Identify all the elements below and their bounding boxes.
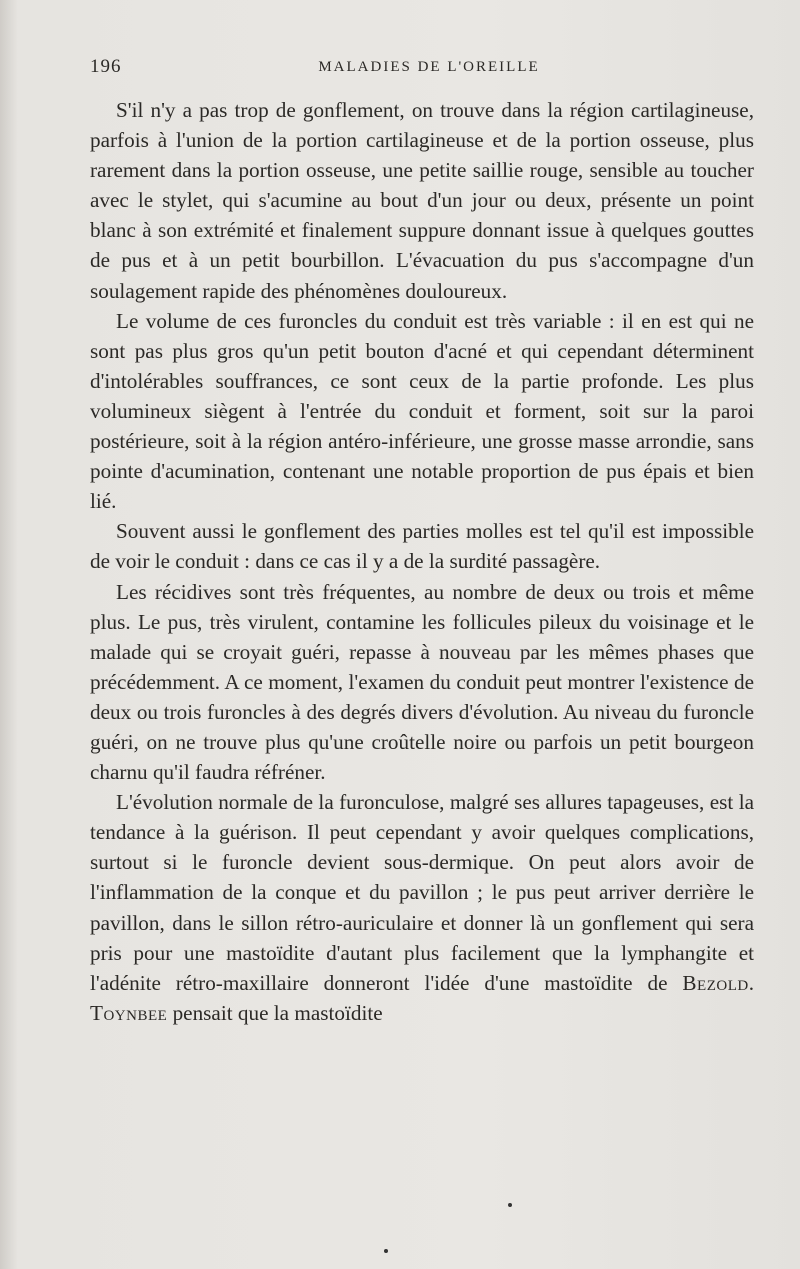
paragraph-3: Souvent aussi le gonflement des parties molles est tel qu'il est impossible de voir le conduit : dans ce cas il y a de la surdité passagère. [90,519,754,574]
author-name-toynbee: Toynbee [90,1000,168,1025]
paragraph-2: Le volume de ces furoncles du conduit est très variable : il en est qui ne sont pas plus gros qu'un petit bouton d'acné et qui cependant déterminent d'intolérables souffrances, ce sont ceux de la partie profonde. Les plus volumineux siègent à l'entrée du conduit et forment, soit sur la paroi postérieure, soit à la région antéro-inférieure, une grosse masse arrondie, sans pointe d'acumination, contenant une notable proportion de pus épais et bien lié. [90,308,754,514]
page-header [90,56,758,84]
ink-speck [384,1249,388,1253]
paragraph-1: S'il n'y a pas trop de gonflement, on trouve dans la région cartilagineuse, parfois à l'union de la portion cartilagineuse et de la portion osseuse, plus rarement dans la portion osseuse, une petite saillie rouge, sensible au toucher avec le stylet, qui s'acumine au bout d'un jour ou deux, présente un point blanc à son extrémité et finalement suppure donnant issue à quelques gouttes de pus et à un petit bourbillon. L'évacuation du pus s'accompagne d'un soulagement rapide des phénomènes douloureux. [90,98,754,303]
paragraph-5-text-b: . [748,970,754,995]
page-number: 196 [90,56,122,77]
ink-speck [508,1203,512,1207]
paragraph-4: Les récidives sont très fréquentes, au nombre de deux ou trois et même plus. Le pus, très virulent, contamine les follicules pileux du voisinage et le malade qui se croyait guéri, repasse à nouveau par les mêmes phases que précédemment. A ce moment, l'examen du conduit peut montrer l'existence de deux ou trois furoncles à des degrés divers d'évolution. Au niveau du furoncle guéri, on ne trouve plus qu'une croûtelle noire ou parfois un petit bourgeon charnu qu'il faudra réfréner. [90,579,754,785]
paragraph-5-text-a: L'évolution normale de la furonculose, malgré ses allures tapageuses, est la tendance à la guérison. Il peut cependant y avoir quelques complications, surtout si le furoncle devient sous-dermique. On peut alors avoir de l'inflammation de la conque et du pavillon ; le pus peut arriver derrière le pavillon, dans le sillon rétro-auriculaire et donner là un gonflement qui sera pris pour une mastoïdite d'autant plus facilement que la lymphangite et l'adénite rétro-maxillaire donneront l'idée d'une mastoïdite de [90,790,754,995]
body-text [90,95,754,1028]
paragraph-5-text-c: pensait que la mastoïdite [167,1000,383,1025]
running-title: MALADIES DE L'OREILLE [318,59,540,75]
paragraph-5 [90,787,754,1028]
author-name-bezold: Bezold [682,970,749,995]
